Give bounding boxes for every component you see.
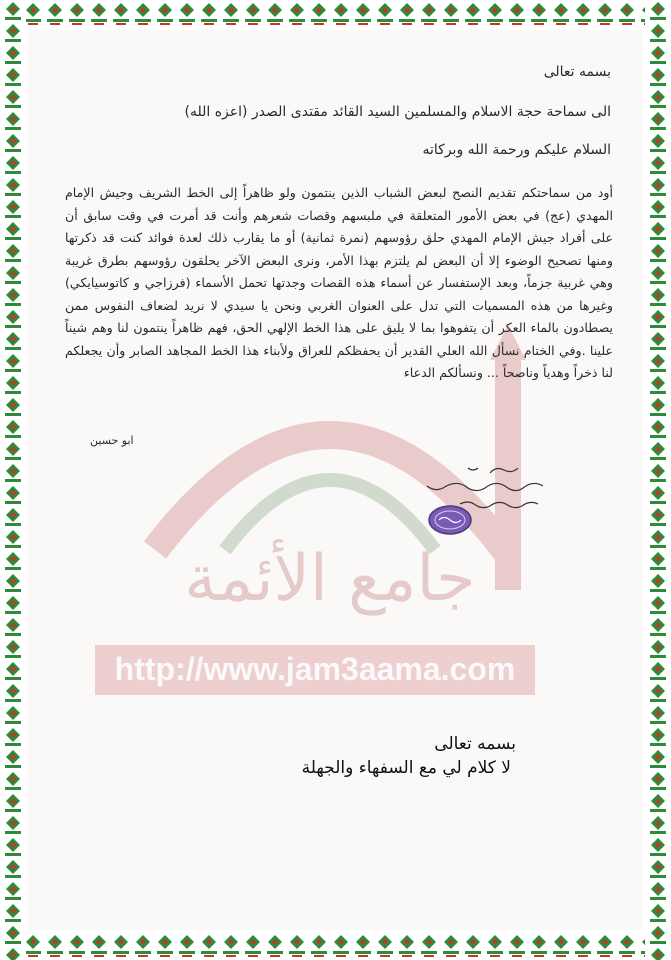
decorative-border-top (0, 0, 671, 28)
letter-addressee: الى سماحة حجة الاسلام والمسلمين السيد القائد مقتدى الصدر (اعزه الله) (184, 104, 611, 120)
watermark-logo-text: جامع الأئمة (184, 542, 476, 616)
watermark-url: http://www.jam3aama.com (114, 651, 516, 687)
reply-text: لا كلام لي مع السفهاء والجهلة (301, 758, 511, 778)
letter-greeting: السلام عليكم ورحمة الله وبركاته (422, 142, 611, 158)
decorative-border-right (645, 0, 671, 960)
decorative-border-left (0, 0, 26, 960)
decorative-border-bottom (0, 932, 671, 960)
letter-signer: ابو حسين (90, 434, 134, 447)
reply-opening: بسمه تعالى (434, 734, 516, 754)
seal-stamp (427, 504, 473, 536)
letter-opening: بسمه تعالى (543, 64, 611, 80)
letter-body: أود من سماحتكم تقديم النصح لبعض الشباب الذين ينتمون ولو ظاهراً إلى الخط الشريف وجيش الإمام المهدي (عج) في بعض الأمور المتعلقة في ملبسهم وقصات شعرهم وأنت قد أمرت في وقت سابق أن على أفراد جيش الإمام المهدي حلق رؤوسهم (نمرة ثمانية) أو ما يقارب ذلك لعدة فوائد كنت قد ذكرتها ومنها تصحيح الوضوء إلا أن البعض لم يلتزم بهذا الأمر، ونرى البعض الآخر يحلقون رؤوسهم بطرق غريبة وهي غربية جزماً، وبعد الإستفسار عن أسماء هذه القصات وجدتها تحمل الأسماء (فرزاجي و كاتوسيايكي) وغيرها من هذه المسميات التي تدل على العنوان الغربي ونحن يا سيدي لا نريد لضعاف النفوس ممن يصطادون بالماء العكر أن يتفوهوا بما لا يليق على هذا الخط الإلهي الحق، فهم ظاهراً ينتمون لنا وهم شيناً علينا .وفي الختام نسأل الله العلي القدير أن يحفظكم للعراق ولأبناء هذا الخط المجاهد الصابر وأن يجعلكم لنا ذخراً وهدياً وناصحاً ... ونسألكم الدعاء (65, 185, 613, 380)
